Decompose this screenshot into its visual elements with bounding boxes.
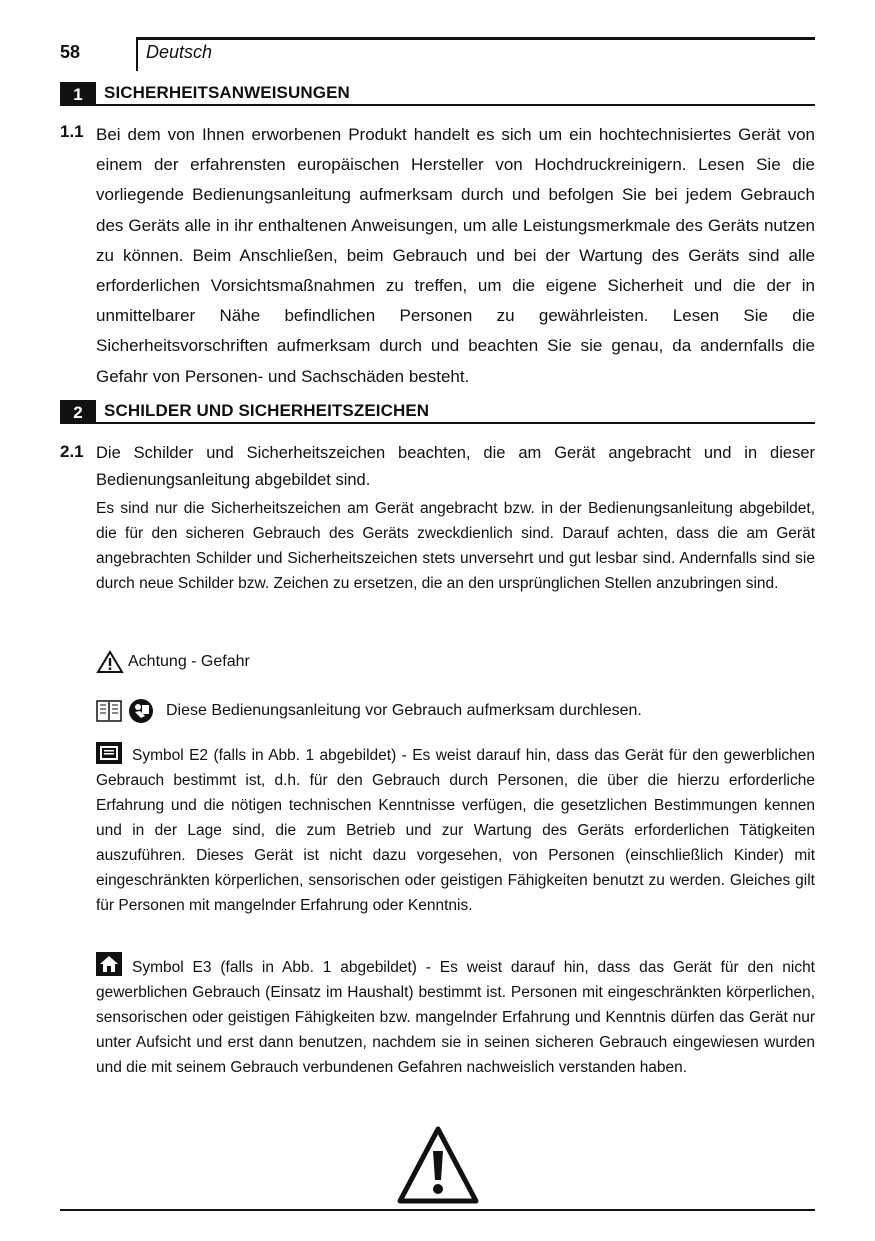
section-2-rule [96, 422, 815, 424]
symbol-e2-text: Symbol E2 (falls in Abb. 1 abgebildet) - Es weist darauf hin, dass das Gerät für den gewerblichen Gebrauch bestimmt ist, d.h. für den Gebrauch durch Personen, die über die hierzu erforderliche Erfahrung und die nötigen technischen Kenntnisse verfügen, die gesetzlichen Bestimmungen kennen und in der Lage sind, die zum Betrieb und zur Wartung des Geräts erforderlichen Tätigkeiten auszuführen. Dieses Gerät ist nicht dazu vorgesehen, von Personen (einschließlich Kinder) mit eingeschränkten körperlichen, sensorischen oder geistigen Fähigkeiten benutzt zu werden. Gleiches gilt für Personen mit mangelnder Erfahrung oder Kenntnis. [96, 747, 815, 914]
read-manual-icon [128, 698, 154, 724]
footer-rule [60, 1209, 815, 1211]
paragraph-2-1-intro: Die Schilder und Sicherheitszeichen beachten, die am Gerät angebracht und in dieser Bedienungsanleitung abgebildet sind. [96, 444, 815, 489]
book-icon [96, 699, 122, 723]
paragraph-2-1-body: Es sind nur die Sicherheitszeichen am Gerät angebracht bzw. in der Bedienungsanleitung abgebildet, die für den sicheren Gebrauch des Geräts zweckdienlich sind. Darauf achten, dass die am Gerät angebrachten Schilder und Sicherheitszeichen stets unversehrt und gut lesbar sind. Andernfalls sind sie durch neue Schilder bzw. Zeichen zu ersetzen, die an den ursprünglichen Stellen anzubringen sind. [96, 500, 815, 592]
section-1-header [60, 82, 815, 106]
header-separator [136, 37, 138, 71]
household-use-icon [96, 952, 122, 976]
symbol-e3-text: Symbol E3 (falls in Abb. 1 abgebildet) - Es weist darauf hin, dass das Gerät für den nicht gewerblichen Gebrauch (Einsatz im Haushalt) bestimmt ist. Personen mit eingeschränkten körperlichen, sensorischen oder geistigen Fähigkeiten bzw. mangelnder Erfahrung und Kenntnis dürfen das Gerät nur unter Aufsicht und erst dann benutzen, nachdem sie in seinen sicheren Gebrauch eingewiesen wurden und die mit seinem Gebrauch verbundenen Gefahren nachweislich verstanden haben. [96, 959, 815, 1076]
paragraph-1-1: Bei dem von Ihnen erworbenen Produkt handelt es sich um ein hochtechnisiertes Gerät von einem der erfahrensten europäischen Hersteller von Hochdruckreinigern. Lesen Sie die vorliegende Bedienungsanleitung aufmerksam durch und befolgen Sie bei jedem Gebrauch des Geräts alle in ihr enthaltenen Anweisungen, um alle Leistungsmerkmale des Geräts nutzen zu können. Beim Anschließen, beim Gebrauch und bei der Wartung des Geräts sind alle erforderlichen Vorsichtsmaßnahmen zu treffen, um die eigene Sicherheit und die der in unmittelbarer Nähe befindlichen Personen zu gewährleisten. Lesen Sie die Sicherheitsvorschriften aufmerksam durch und beachten Sie sie genau, da andernfalls die Gefahr von Personen- und Sachschäden besteht. [96, 125, 815, 386]
large-warning-triangle-icon [396, 1125, 480, 1205]
section-2-header [60, 400, 815, 424]
warning-label: Achtung - Gefahr [128, 653, 250, 670]
page-number: 58 [60, 42, 81, 62]
section-1-rule [96, 104, 815, 106]
professional-use-icon [96, 742, 122, 764]
paragraph-2-1-number: 2.1 [60, 442, 84, 461]
symbol-e3-paragraph [96, 952, 815, 1080]
header-rule [136, 37, 815, 40]
section-2-title: SCHILDER UND SICHERHEITSZEICHEN [104, 401, 430, 420]
read-manual-label: Diese Bedienungsanleitung vor Gebrauch aufmerksam durchlesen. [166, 702, 642, 719]
read-manual-row [96, 698, 642, 724]
warning-row [96, 650, 250, 674]
paragraph-1-1-number: 1.1 [60, 122, 84, 141]
section-2-number: 2 [60, 400, 96, 424]
section-1-title: SICHERHEITSANWEISUNGEN [104, 83, 350, 102]
warning-triangle-icon [96, 650, 124, 674]
header-language: Deutsch [146, 42, 213, 62]
section-1-number: 1 [60, 82, 96, 106]
symbol-e2-paragraph [96, 742, 815, 918]
